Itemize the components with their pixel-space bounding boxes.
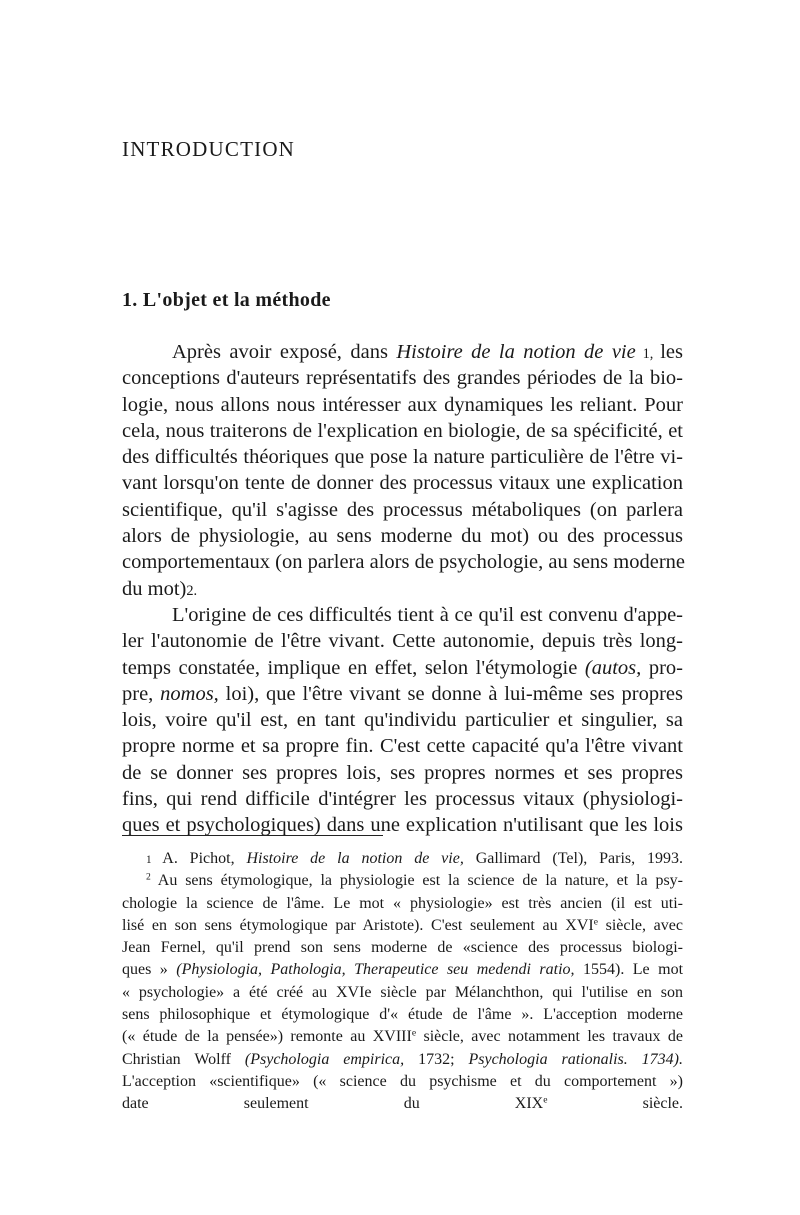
- body-line: [122, 392, 683, 418]
- note-marker: 1,: [635, 346, 661, 362]
- chapter-title: INTRODUCTION: [122, 137, 296, 161]
- text-span: A. Pichot,: [162, 850, 247, 867]
- note-marker: 2: [146, 871, 151, 883]
- text-span: siècle.: [547, 1095, 684, 1113]
- text-span: chologie la science de l'âme. Le mot « physiologie» est très ancien (il est uti-: [122, 894, 683, 912]
- footnote-line: [122, 959, 683, 981]
- text-span: comportementaux (on parlera alors de psychologie, au sens moderne: [122, 551, 685, 574]
- text-span: Histoire de la notion de vie: [396, 341, 636, 363]
- text-span: (Physiologia, Pathologia, Therapeutice seu medendi ratio,: [176, 961, 575, 979]
- text-span: Histoire de la notion de vie,: [246, 850, 464, 867]
- text-span: du mot): [122, 577, 187, 600]
- text-span: scientifique, qu'il s'agisse des processus métaboliques (on parlera: [122, 498, 683, 521]
- footnote-line: [122, 870, 683, 892]
- body-line: [122, 786, 683, 812]
- text-span: nomos,: [160, 682, 219, 705]
- body-line: [122, 628, 683, 654]
- body-line: [122, 576, 683, 602]
- text-span: logie, nous allons nous intéresser aux dynamiques les reliant. Pour: [122, 393, 683, 416]
- body-text: [122, 339, 683, 839]
- body-line: [122, 365, 683, 391]
- text-span: L'origine de ces difficultés tient à ce qu'il est convenu d'appe-: [172, 603, 683, 626]
- text-span: loi), que l'être vivant se donne à lui-même ses propres: [218, 682, 683, 705]
- text-span: les: [660, 341, 683, 363]
- note-marker: e: [593, 916, 598, 928]
- text-span: siècle, avec notamment les travaux de: [416, 1028, 683, 1046]
- text-span: propre norme et sa propre fin. C'est cette capacité qu'a l'être vivant: [122, 735, 683, 758]
- note-marker: 2.: [186, 582, 198, 599]
- body-line: [122, 339, 683, 365]
- text-span: lisé en son sens étymologique par Aristote). C'est seulement au XVI: [122, 916, 594, 934]
- footnotes: [122, 848, 683, 1116]
- text-span: ques »: [122, 961, 177, 979]
- text-span: Au sens étymologique, la physiologie est la science de la nature, et la psy-: [150, 872, 683, 890]
- text-span: (« étude de la pensée») remonte au XVIII: [122, 1028, 412, 1046]
- footnote-line: [122, 937, 683, 959]
- footnote-separator: [122, 835, 383, 836]
- text-span: vant lorsqu'on tente de donner des processus vitaux une explication: [122, 472, 683, 495]
- text-span: Psychologia rationalis. 1734).: [468, 1050, 684, 1068]
- note-marker: e: [411, 1027, 417, 1039]
- footnote-line: [122, 982, 683, 1004]
- footnote-line: [122, 1093, 683, 1115]
- text-span: (Psychologia empirica,: [244, 1050, 405, 1068]
- body-line: [122, 602, 683, 628]
- text-span: fins, qui rend difficile d'intégrer les processus vitaux (physiologi-: [122, 788, 683, 811]
- footnote-line: [122, 1026, 683, 1048]
- text-span: pre,: [122, 682, 161, 705]
- text-span: Gallimard (Tel), Paris, 1993.: [463, 850, 684, 867]
- body-line: [122, 470, 683, 496]
- body-line: [122, 733, 683, 759]
- footnote-line: [122, 1071, 683, 1093]
- footnote-line: [122, 893, 683, 915]
- text-span: Jean Fernel, qu'il prend son sens moderne de «science des processus biologi-: [122, 939, 683, 957]
- section-heading: 1. L'objet et la méthode: [122, 289, 331, 311]
- body-line: [122, 497, 683, 523]
- text-span: de se donner ses propres lois, ses propres normes et ses propres: [122, 761, 683, 784]
- text-span: ler l'autonomie de l'être vivant. Cette autonomie, depuis très long-: [122, 630, 683, 653]
- body-line: [122, 418, 683, 444]
- text-span: pro-: [641, 656, 684, 679]
- note-marker: 1: [146, 854, 163, 866]
- body-line: [122, 760, 683, 786]
- body-line: [122, 707, 683, 733]
- footnote-line: [122, 915, 683, 937]
- footnote-line: [122, 1004, 683, 1026]
- text-span: 1732;: [404, 1050, 469, 1068]
- body-line: [122, 523, 683, 549]
- text-span: alors de physiologie, au sens moderne du mot) ou des processus: [122, 525, 683, 548]
- body-line: [122, 549, 683, 575]
- text-span: sens philosophique et étymologique d'« étude de l'âme ». L'acception moderne: [122, 1006, 683, 1024]
- footnote-line: [122, 1049, 683, 1071]
- text-span: L'acception «scientifique» (« science du psychisme et du comportement »): [122, 1072, 683, 1090]
- text-span: conceptions d'auteurs représentatifs des grandes périodes de la bio-: [122, 367, 683, 390]
- text-span: cela, nous traiterons de l'explication en biologie, de sa spécificité, et: [122, 419, 683, 442]
- body-line: [122, 655, 683, 681]
- footnote-line: [122, 848, 683, 870]
- text-span: (autos,: [584, 656, 642, 679]
- body-line: [122, 444, 683, 470]
- text-span: date seulement du XIX: [122, 1095, 544, 1113]
- text-span: siècle, avec: [597, 916, 683, 934]
- text-span: temps constatée, implique en effet, selon l'étymologie: [122, 656, 585, 679]
- note-marker: e: [543, 1094, 548, 1106]
- text-span: des difficultés théoriques que pose la nature particulière de l'être vi-: [122, 446, 683, 469]
- body-line: [122, 681, 683, 707]
- text-span: Christian Wolff: [122, 1050, 245, 1068]
- text-span: ques et psychologiques) dans une explication n'utilisant que les lois: [122, 814, 683, 837]
- text-span: lois, voire qu'il est, en tant qu'individu particulier et singulier, sa: [122, 709, 683, 732]
- text-span: « psychologie» a été créé au XVIe siècle par Mélanchthon, qui l'utilise en son: [122, 983, 683, 1001]
- text-span: Après avoir exposé, dans: [172, 341, 397, 363]
- text-span: 1554). Le mot: [574, 961, 684, 979]
